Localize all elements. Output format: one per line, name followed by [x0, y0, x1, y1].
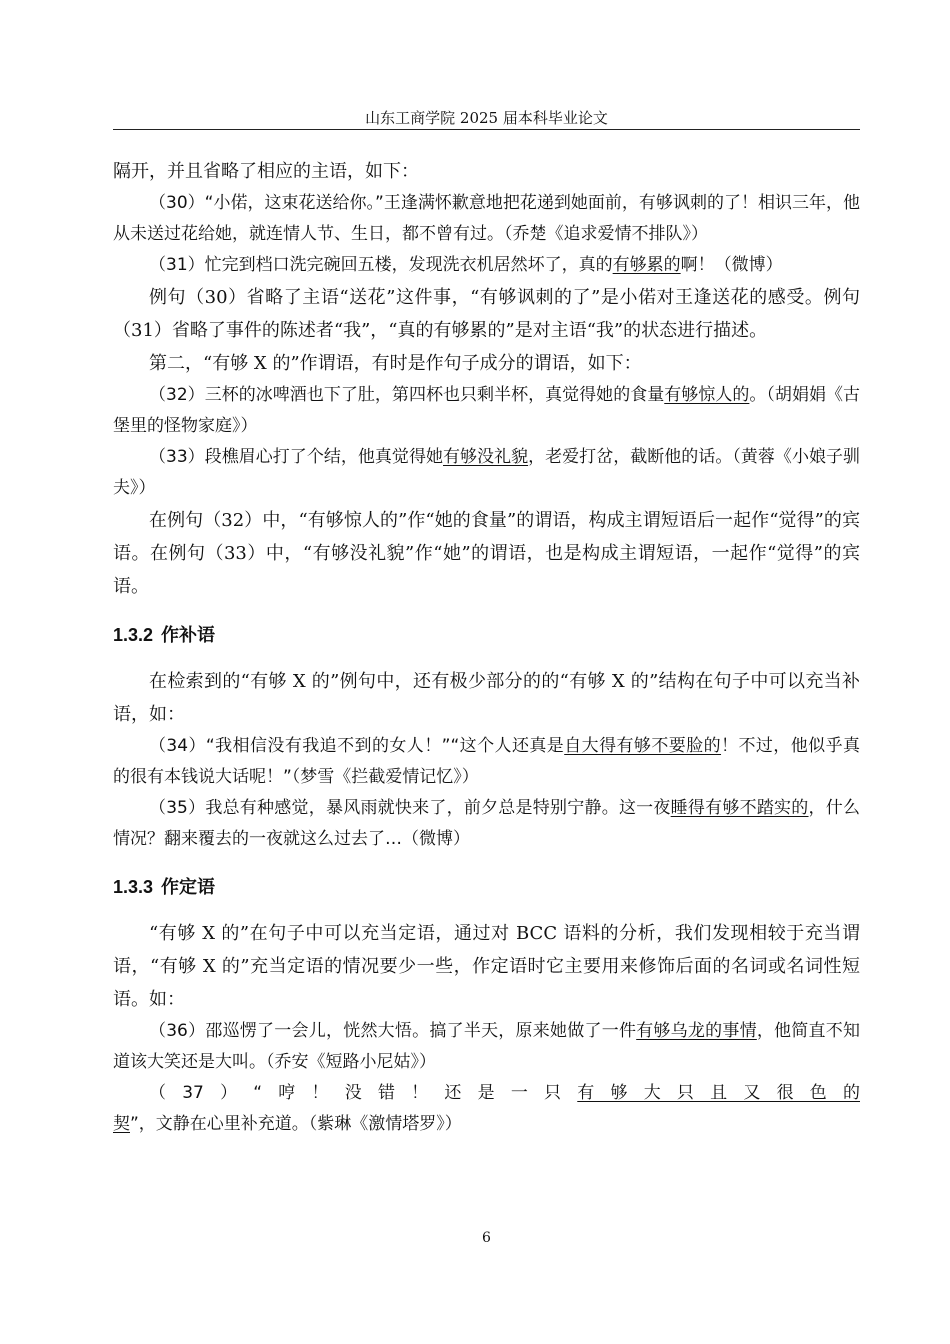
paragraph-intro: 隔开，并且省略了相应的主语，如下：	[113, 161, 419, 182]
page-number: 6	[482, 1230, 491, 1246]
section-title: 作定语	[161, 877, 216, 897]
section-heading-1-3-3	[113, 875, 860, 899]
underlined-phrase: 自大得有够不要脸的	[564, 736, 722, 756]
underlined-phrase: 有够大只且又很色的契	[113, 1083, 860, 1134]
page-body	[113, 155, 860, 1140]
example-32	[113, 380, 860, 442]
example-33	[113, 442, 860, 504]
example-31	[113, 250, 860, 281]
example-text: 。（胡娟娟《古堡里的怪物家庭》）	[113, 385, 861, 436]
section-number: 1.3.3	[113, 877, 154, 897]
paragraph-1-3-3: “有够 X 的”在句子中可以充当定语，通过对 BCC 语料的分析，我们发现相较于充当谓语，“有够 X 的”充当定语的情况要少一些，作定语时它主要用来修饰后面的名词或名词性短语。如：	[113, 923, 860, 1010]
section-heading-1-3-2	[113, 623, 860, 647]
example-36	[113, 1016, 860, 1078]
example-text: ，什么情况？翻来覆去的一夜就这么过去了…（微博）	[113, 798, 860, 849]
example-35	[113, 793, 860, 855]
paragraph-second: 第二，“有够 X 的”作谓语，有时是作句子成分的谓语，如下：	[149, 353, 642, 374]
example-text: ，他简直不知道该大笑还是大叫。（乔安《短路小尼姑》）	[113, 1021, 860, 1072]
example-text: （35）我总有种感觉，暴风雨就快来了，前夕总是特别宁静。这一夜	[149, 798, 671, 818]
running-header: 山东工商学院 2025 届本科毕业论文	[365, 109, 608, 127]
example-text: （31）忙完到档口洗完碗回五楼，发现洗衣机居然坏了，真的	[149, 255, 613, 275]
example-text: （36）邵巡愣了一会儿，恍然大悟。搞了半天，原来她做了一件	[149, 1021, 637, 1041]
example-30: （30）“小偌，这束花送给你。”王逢满怀歉意地把花递到她面前，有够讽刺的了！相识三年，他从未送过花给她，就连情人节、生日，都不曾有过。（乔楚《追求爱情不排队》）	[113, 193, 860, 244]
section-number: 1.3.2	[113, 625, 154, 645]
example-text: ”，文静在心里补充道。（紫琳《激情塔罗》）	[130, 1114, 462, 1134]
underlined-phrase: 有够累的	[612, 255, 681, 275]
underlined-phrase: 睡得有够不踏实的	[670, 798, 809, 818]
example-text: ，老爱打岔，截断他的话。（黄蓉《小娘子驯夫》）	[113, 447, 861, 498]
paragraph-1-3-2: 在检索到的“有够 X 的”例句中，还有极少部分的的“有够 X 的”结构在句子中可以充当补语，如：	[113, 671, 860, 725]
section-title: 作补语	[161, 625, 216, 645]
example-34	[113, 731, 860, 793]
example-text: （34）“我相信没有我追不到的女人！”“这个人还真是	[149, 736, 565, 756]
example-text: ！不过，他似乎真的很有本钱说大话呢！”（梦雪《拦截爱情记忆》）	[113, 736, 860, 787]
header-divider	[113, 129, 860, 130]
paragraph-explain-32-33: 在例句（32）中，“有够惊人的”作“她的食量”的谓语，构成主谓短语后一起作“觉得”的宾语。在例句（33）中，“有够没礼貌”作“她”的谓语，也是构成主谓短语，一起作“觉得”的宾语。	[113, 510, 860, 597]
underlined-phrase: 有够惊人的	[664, 385, 750, 405]
example-text: 啊！（微博）	[680, 255, 783, 275]
example-37	[113, 1078, 860, 1140]
example-text: （33）段樵眉心打了个结，他真觉得她	[149, 447, 443, 467]
example-text: （37）“哼！没错！还是一只	[149, 1083, 578, 1103]
underlined-phrase: 有够没礼貌	[443, 447, 529, 467]
underlined-phrase: 有够乌龙的事情	[636, 1021, 757, 1041]
paragraph-explain-30-31: 例句（30）省略了主语“送花”这件事，“有够讽刺的了”是小偌对王逢送花的感受。例句（31）省略了事件的陈述者“我”，“真的有够累的”是对主语“我”的状态进行描述。	[113, 287, 860, 341]
example-text: （32）三杯的冰啤酒也下了肚，第四杯也只剩半杯，真觉得她的食量	[149, 385, 665, 405]
